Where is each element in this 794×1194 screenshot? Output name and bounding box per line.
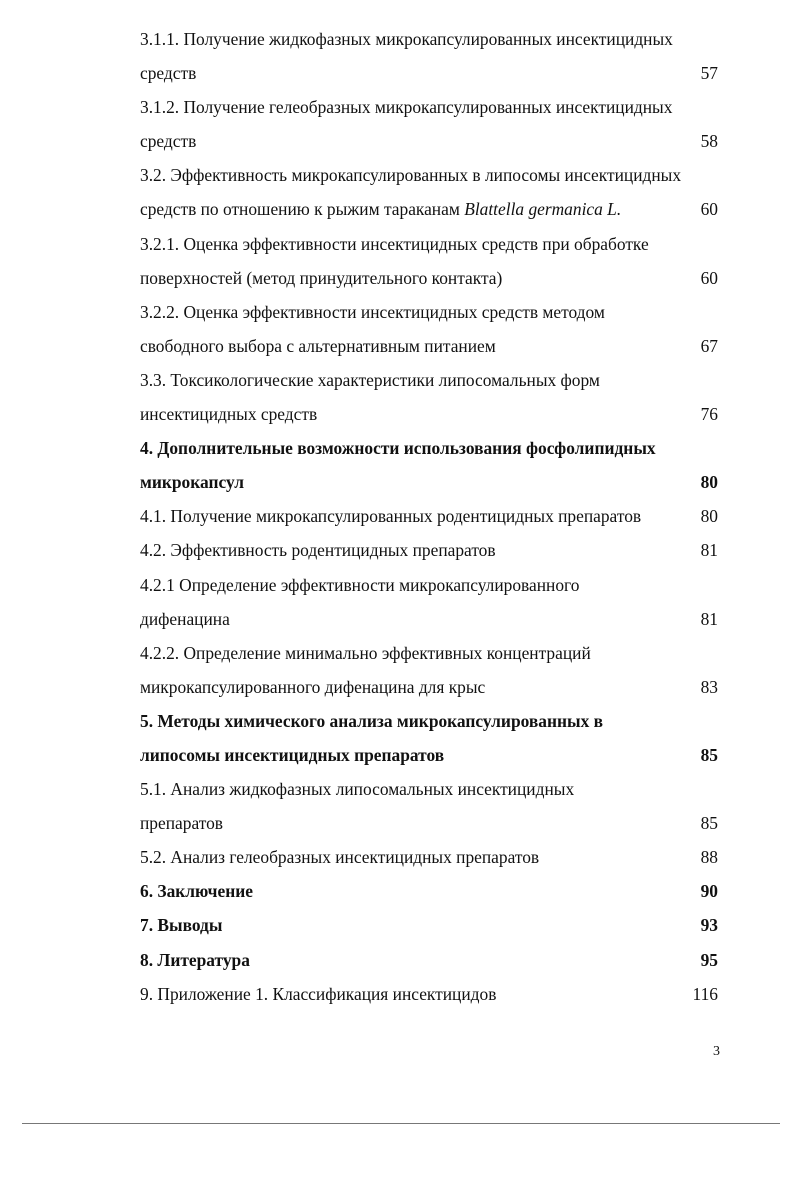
toc-entry-line [140,738,718,772]
toc-entry-text: 3.1.2. Получение гелеобразных микрокапсулированных инсектицидных [140,97,673,118]
toc-entry-page: 81 [700,608,718,629]
toc-entry [140,227,718,295]
toc-entry-page: 83 [700,676,718,697]
toc-entry-line [140,90,718,124]
toc-entry-line [140,56,718,90]
toc-entry [140,363,718,431]
toc-entry-line [140,602,718,636]
toc-entry-line [140,977,718,1011]
toc-entry [140,295,718,363]
toc-entry-line [140,806,718,840]
toc-entry-line [140,329,718,363]
toc-entry-page: 76 [700,404,718,425]
toc-entry-text: дифенацина [140,608,230,629]
toc-entry-page: 116 [692,983,718,1004]
toc-entry-line [140,533,718,567]
toc-entry-line [140,874,718,908]
toc-entry-line [140,465,718,499]
toc-entry-text: средств [140,131,197,152]
divider-line [22,1123,780,1124]
toc-entry-text: 3.2.1. Оценка эффективности инсектицидных средств при обработке [140,233,649,254]
toc-entry-text: микрокапсул [140,472,245,493]
toc-entry-text: 4.1. Получение микрокапсулированных родентицидных препаратов [140,506,642,527]
toc-entry-line [140,568,718,602]
toc-entry-page: 80 [700,506,718,527]
toc-entry-page: 60 [700,267,718,288]
toc-entry-text: поверхностей (метод принудительного контакта) [140,267,503,288]
toc-entry-line [140,943,718,977]
toc-entry-line [140,670,718,704]
toc-entry-text: 4.2.2. Определение минимально эффективных концентраций [140,642,591,663]
toc-entry-text: 9. Приложение 1. Классификация инсектицидов [140,983,497,1004]
toc-entry-line [140,192,718,226]
toc-entry [140,772,718,840]
toc-entry-line [140,840,718,874]
toc-entry-species-name: Blattella germanica L. [464,199,622,220]
toc-entry-line [140,22,718,56]
toc-entry-line [140,295,718,329]
toc-entry-page: 93 [700,915,718,936]
toc-entry-line [140,363,718,397]
toc-entry [140,943,718,977]
toc-entry-page: 60 [700,199,718,220]
toc-entry-line [140,636,718,670]
toc-entry-page: 90 [700,881,718,902]
toc-entry-line [140,227,718,261]
toc-entry-text: свободного выбора с альтернативным питанием [140,335,496,356]
toc-entry-text: 3.1.1. Получение жидкофазных микрокапсулированных инсектицидных [140,29,673,49]
toc-entry-page: 85 [700,744,718,765]
toc-entry-text: 3.2.2. Оценка эффективности инсектицидных средств методом [140,301,605,322]
toc-entry-text: 4. Дополнительные возможности использования фосфолипидных [140,438,656,459]
toc-entry-text: липосомы инсектицидных препаратов [140,744,445,765]
toc-entry-text: 6. Заключение [140,881,253,902]
toc-entry-text: 4.2. Эффективность родентицидных препаратов [140,540,496,561]
toc-entry [140,158,718,226]
toc-entry [140,568,718,636]
toc-entry [140,90,718,158]
table-of-contents [140,22,718,1011]
toc-entry-line [140,261,718,295]
toc-entry-page: 85 [700,813,718,834]
toc-entry-text: средств [140,63,197,84]
toc-entry-text: 4.2.1 Определение эффективности микрокапсулированного [140,574,580,595]
toc-entry-line [140,908,718,942]
toc-entry-text: микрокапсулированного дифенацина для крыс [140,676,486,697]
toc-entry-text: препаратов [140,813,223,834]
toc-entry-line [140,772,718,806]
toc-entry-text: 5. Методы химического анализа микрокапсулированных в [140,710,604,731]
toc-entry-line [140,704,718,738]
toc-entry-line [140,124,718,158]
toc-entry-text: средств по отношению к рыжим тараканам [140,199,460,220]
toc-entry-text: 3.3. Токсикологические характеристики липосомальных форм [140,369,600,390]
toc-entry-text: 5.1. Анализ жидкофазных липосомальных инсектицидных [140,779,575,800]
toc-entry-line [140,431,718,465]
toc-entry-text: 3.2. Эффективность микрокапсулированных в липосомы инсектицидных [140,165,682,186]
toc-entry-page: 58 [700,131,718,152]
toc-entry [140,533,718,567]
toc-entry-line [140,397,718,431]
toc-entry [140,499,718,533]
toc-entry-page: 80 [700,472,718,493]
toc-entry-text: инсектицидных средств [140,404,318,425]
toc-entry [140,636,718,704]
toc-entry-text: 8. Литература [140,949,250,970]
toc-entry [140,977,718,1011]
toc-entry [140,704,718,772]
toc-entry-page: 95 [700,949,718,970]
toc-entry-line [140,158,718,192]
toc-entry [140,840,718,874]
toc-entry-page: 81 [700,540,718,561]
toc-entry-text: 7. Выводы [140,915,223,936]
toc-entry-page: 67 [700,335,718,356]
toc-entry-page: 57 [700,63,718,84]
toc-entry [140,431,718,499]
toc-entry [140,22,718,90]
page-number: 3 [713,1044,720,1059]
toc-entry-page: 88 [700,847,718,868]
toc-entry [140,874,718,908]
toc-entry-line [140,499,718,533]
toc-entry-text: 5.2. Анализ гелеобразных инсектицидных препаратов [140,847,540,868]
toc-entry [140,908,718,942]
